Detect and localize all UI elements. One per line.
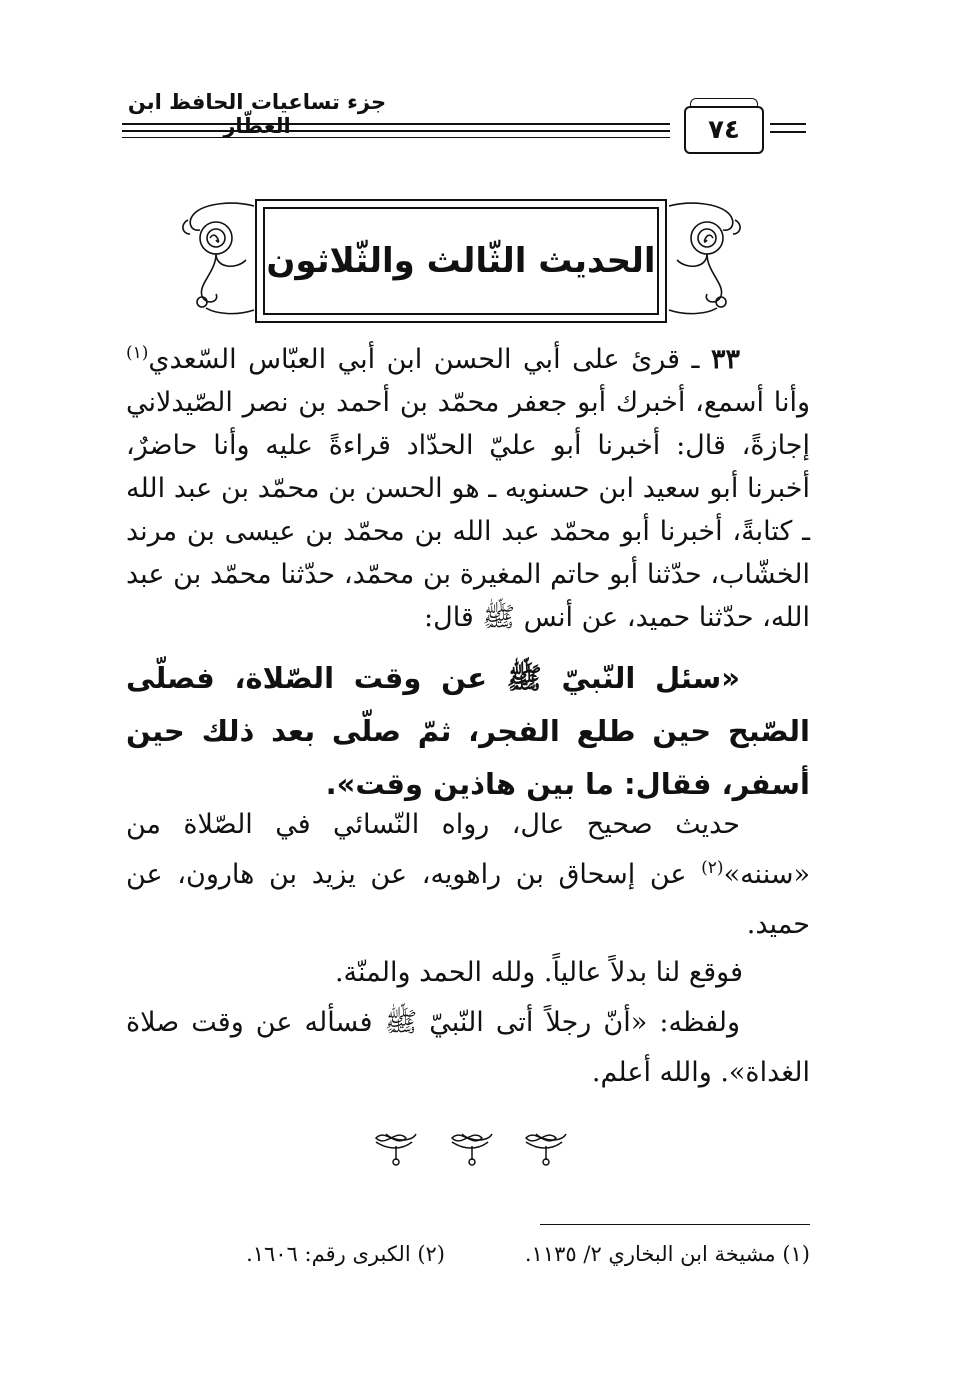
header-rule [770,123,806,125]
title-frame-inner [263,207,659,315]
page-number-text: ٧٤ [708,115,740,145]
hadith-title: الحديث الثّالث والثّلاثون [266,241,656,281]
footnote-ref-1: (١) [126,343,149,363]
floral-ornament-icon [176,198,256,318]
matn-text: «سئل النّبيّ ﷺ عن وقت الصّلاة، فصلّى الصّبح حين طلع الفجر، ثمّ صلّى بعد ذلك حين أسفر، فقال: ما بين هاذين وقت». [126,661,810,801]
takhrij-text-start: حديث صحيح عال، رواه النّسائي في الصّلاة من «سننه» [126,809,810,890]
header-rule [122,123,670,125]
isnad-text-rest: وأنا أسمع، أخبرك أبو جعفر محمّد بن أحمد بن نصر الصّيدلاني إجازةً، قال: أخبرنا أبو عليّ الحدّاد قراءةً عليه وأنا حاضرٌ، أخبرنا أبو سعيد ابن حسنويه ـ هو الحسن بن محمّد بن عبد الله ـ كتابةً، أخبرنا أبو محمّد عبد الله بن محمّد بن عيسى بن مرند الخشّاب، حدّثنا أبو حاتم المغيرة بن محمّد، حدّثنا محمّد بن عبد الله، حدّثنا حميد، عن أنس ﷺ قال: [126,387,810,633]
footnote-2: (٢) الكبرى رقم: ١٦٠٦. [246,1242,445,1266]
takhrij-text-rest: عن إسحاق بن راهويه، عن يزيد بن هارون، عن حميد. [126,859,810,940]
lafzuhu-text: ولفظه: «أنّ رجلاً أتى النّبيّ ﷺ فسأله عن وقت صلاة الغداة». والله أعلم. [126,1007,810,1088]
header-rule [122,130,670,132]
section-divider-ornament-icon [372,1124,572,1168]
running-title: جزء تساعيات الحافظ ابن العطّار [127,90,387,138]
title-frame [255,199,667,323]
hadith-number: ٣٣ [710,344,740,375]
page-number [684,106,764,154]
header-rule [122,137,670,138]
matn-paragraph [126,652,810,811]
footnote-1: (١) مشيخة ابن البخاري ٢/ ١١٣٥. [524,1242,810,1266]
floral-ornament-icon [667,198,747,318]
isnad-text-start: ـ قرئ على أبي الحسن ابن أبي العبّاس السّعدي [148,344,711,375]
lafzuhu-paragraph [126,998,810,1098]
header-rule [770,131,806,133]
takhrij-paragraph [126,800,810,950]
isnad-paragraph [126,338,810,639]
footnote-ref-2: (٢) [701,858,724,878]
fawaqa-line: فوقع لنا بدلاً عالياً. ولله الحمد والمنّة. [334,957,743,988]
footnote-rule [540,1224,810,1225]
